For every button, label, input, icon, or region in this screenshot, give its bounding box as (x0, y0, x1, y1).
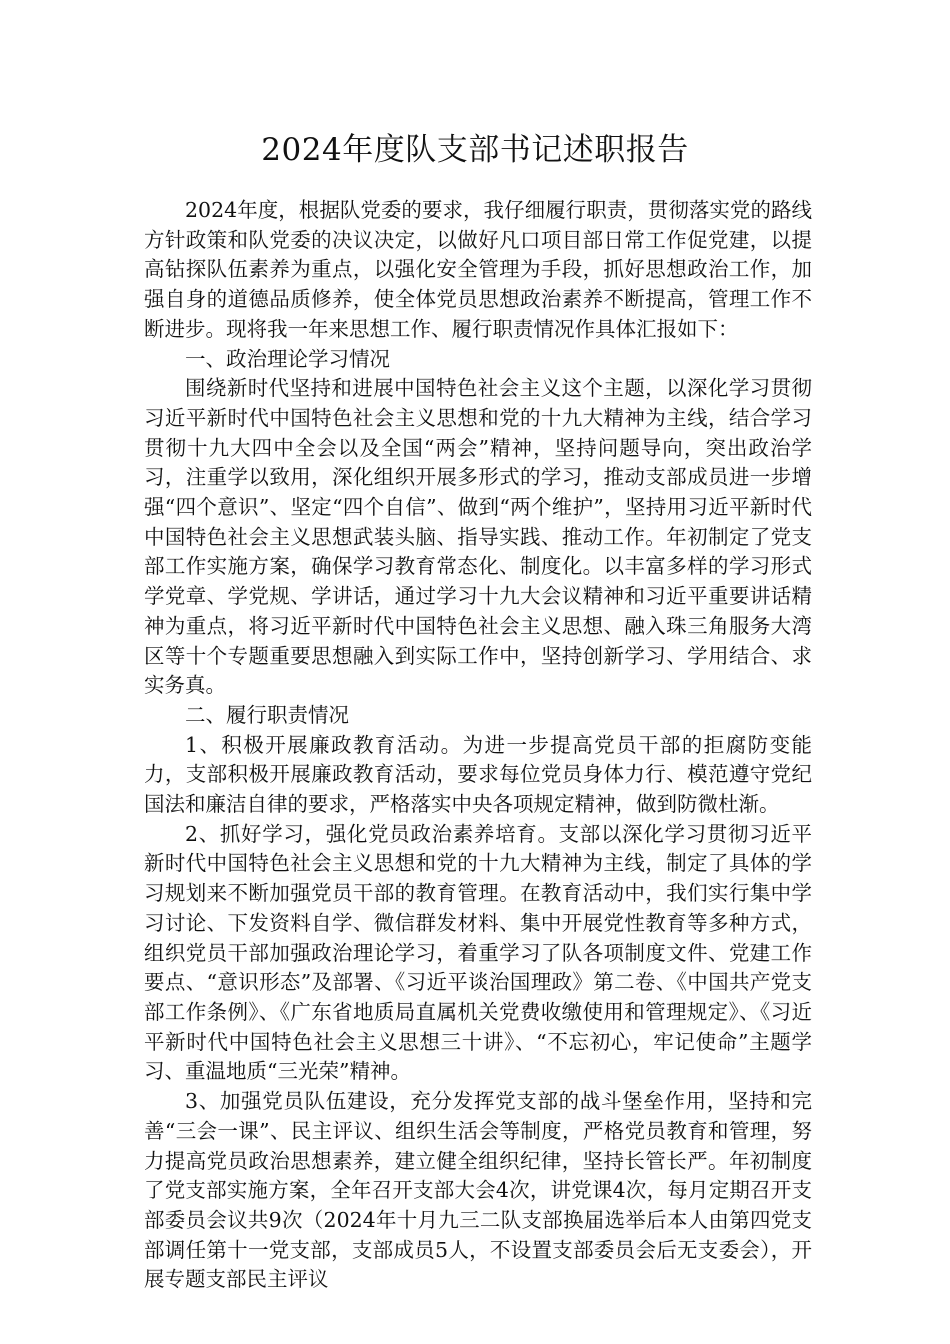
paragraph-duty-item-3: 3、加强党员队伍建设，充分发挥党支部的战斗堡垒作用，坚持和完善“三会一课”、民主评议、组织生活会等制度，严格党员教育和管理，努力提高党员政治思想素养，建立健全组织纪律，坚持长管长严。年初制度了党支部实施方案，全年召开支部大会4次，讲党课4次，每月定期召开支部委员会议共9次（2024年十月九三二队支部换届选举后本人由第四党支部调任第十一党支部，支部成员5人，不设置支部委员会后无支委会），开展专题支部民主评议 (144, 1089, 812, 1292)
paragraph-duty-item-2: 2、抓好学习，强化党员政治素养培育。支部以深化学习贯彻习近平新时代中国特色社会主义思想和党的十九大精神为主线，制定了具体的学习规划来不断加强党员干部的教育管理。在教育活动中，我们实行集中学习讨论、下发资料自学、微信群发材料、集中开展党性教育等多种方式，组织党员干部加强政治理论学习，着重学习了队各项制度文件、党建工作要点、“意识形态”及部署、《习近平谈治国理政》第二卷、《中国共产党支部工作条例》、《广东省地质局直属机关党费收缴使用和管理规定》、《习近平新时代中国特色社会主义思想三十讲》、“不忘初心，牢记使命”主题学习、重温地质“三光荣”精神。 (144, 821, 812, 1084)
paragraph-introduction: 2024年度，根据队党委的要求，我仔细履行职责，贯彻落实党的路线方针政策和队党委的决议决定，以做好凡口项目部日常工作促党建，以提高钻探队伍素养为重点，以强化安全管理为手段，抓好思想政治工作，加强自身的道德品质修养，使全体党员思想政治素养不断提高，管理工作不断进步。现将我一年来思想工作、履行职责情况作具体汇报如下： (144, 198, 812, 341)
document-title: 2024年度队支部书记述职报告 (261, 132, 689, 168)
paragraph-duty-item-1: 1、积极开展廉政教育活动。为进一步提高党员干部的拒腐防变能力，支部积极开展廉政教育活动，要求每位党员身体力行、模范遵守党纪国法和廉洁自律的要求，严格落实中央各项规定精神，做到防微杜渐。 (144, 732, 812, 817)
section-heading-duties: 二、履行职责情况 (185, 702, 349, 727)
document-body (144, 196, 812, 1295)
section-heading-political-study: 一、政治理论学习情况 (185, 346, 390, 371)
paragraph-political-study: 围绕新时代坚持和进展中国特色社会主义这个主题，以深化学习贯彻习近平新时代中国特色社会主义思想和党的十九大精神为主线，结合学习贯彻十九大四中全会以及全国“两会”精神，坚持问题导向，突出政治学习，注重学以致用，深化组织开展多形式的学习，推动支部成员进一步增强“四个意识”、坚定“四个自信”、做到“两个维护”，坚持用习近平新时代中国特色社会主义思想武装头脑、指导实践、推动工作。年初制定了党支部工作实施方案，确保学习教育常态化、制度化。以丰富多样的学习形式学党章、学党规、学讲话，通过学习十九大会议精神和习近平重要讲话精神为重点，将习近平新时代中国特色社会主义思想、融入珠三角服务大湾区等十个专题重要思想融入到实际工作中，坚持创新学习、学用结合、求实务真。 (144, 376, 812, 698)
